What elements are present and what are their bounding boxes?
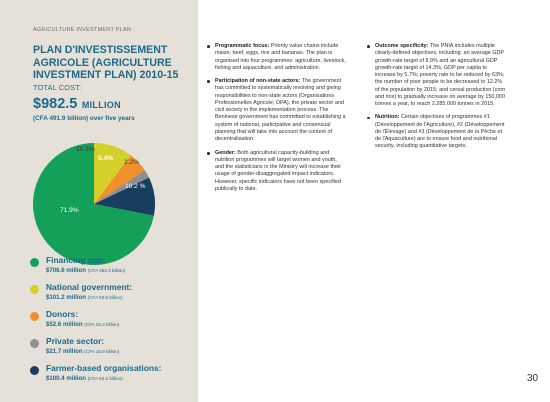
pie-label-private-sector: 2.2% bbox=[124, 159, 140, 166]
legend-name: National government: bbox=[46, 282, 133, 292]
legend-value: $100.4 million (CFA 50.2 billion) bbox=[46, 375, 123, 382]
bullet-nutrition: Nutrition: Certain objectives of programmes #1 (Développement de l'Agriculture), #2 (Développement de l'Élevage) and #3 (Développement de la Pêche et de l'Aquaculture) are to ensure food and nutritional security, including quantitative targets. bbox=[367, 114, 507, 150]
total-cost-number: $982.5 bbox=[33, 96, 78, 112]
legend-name: Farmer-based organisations: bbox=[46, 363, 162, 373]
legend-dot bbox=[30, 339, 39, 348]
total-cost-unit: MILLION bbox=[81, 100, 121, 110]
legend-name: Financing gap: bbox=[46, 255, 106, 265]
total-cost-amount bbox=[33, 95, 121, 113]
legend-name: Donors: bbox=[46, 309, 79, 319]
legend-dot bbox=[30, 258, 39, 267]
pie-label-national-government: 10.3% bbox=[76, 146, 95, 153]
body-column-left bbox=[207, 43, 347, 199]
legend-value: $21.7 million (CFA 10.9 billion) bbox=[46, 348, 120, 355]
plan-title: PLAN D'INVESTISSEMENT AGRICOLE (AGRICULTURE INVESTMENT PLAN) 2010-15 bbox=[33, 44, 179, 82]
page-number: 30 bbox=[527, 373, 539, 384]
bullet-programmatic-focus: Programmatic focus: Priority value chains include maize, beef, eggs, rice and bananas. The plan is organised into four programmes: agriculture, livestock, fishing and aquaculture, and administration. bbox=[207, 43, 347, 72]
bullet-gender: Gender: Both agricultural capacity-building and nutrition programmes will target women and youth, and the statisticians in the Ministry will increase their usage of gender-disaggregated impact indicators. However, specific indicators have not been specified publically to date. bbox=[207, 150, 347, 194]
legend-name: Private sector: bbox=[46, 336, 105, 346]
legend-value: $52.6 million (CFA 26.3 billion) bbox=[46, 321, 120, 328]
legend-dot bbox=[30, 312, 39, 321]
total-cost-label: TOTAL COST: bbox=[33, 83, 82, 92]
total-cost-cfa: (CFA 491.9 billion) over five years bbox=[33, 115, 135, 122]
pie-label-donors: 5.4% bbox=[98, 155, 114, 162]
body-column-right bbox=[367, 43, 507, 157]
legend-value: $706.6 million (CFA 353.3 billion) bbox=[46, 267, 126, 274]
legend-dot bbox=[30, 285, 39, 294]
section-label: AGRICULTURE INVESTMENT PLAN bbox=[33, 27, 132, 33]
bullet-outcome-specificity: Outcome specificity: The PNIA includes multiple clearly-defined objectives, including: an average GDP growth-rate target of 8.9% and an agricultural GDP growth-rate target of 14.3%; GDP per capita to increase by 5.7%; poverty rate to be reduced by 63%; the number of poor people to be decreased to 12.2% of the population by 2015; and cereal production (corn and rice) to gradually increase on average by 150,000 tonnes a year, to reach 2,285,000 tonnes in 2015. bbox=[367, 43, 507, 108]
legend-value: $101.2 million (CFA 50.6 billion) bbox=[46, 294, 123, 301]
legend-dot bbox=[30, 366, 39, 375]
pie-label-farmer-organisations: 10.2 % bbox=[125, 183, 146, 190]
bullet-non-state-actors: Participation of non-state actors: The government has committed to systematically involving and giving responsibilities to non-state actors (Organisations Professionelles Agricole; OPA), the private sector and civil society in the implementation process. The Beninese government has committed to establishing a system of national, participative and consensual planning that will take into account the context of decentralisation. bbox=[207, 78, 347, 143]
pie-label-financing-gap: 71.9% bbox=[60, 207, 79, 214]
